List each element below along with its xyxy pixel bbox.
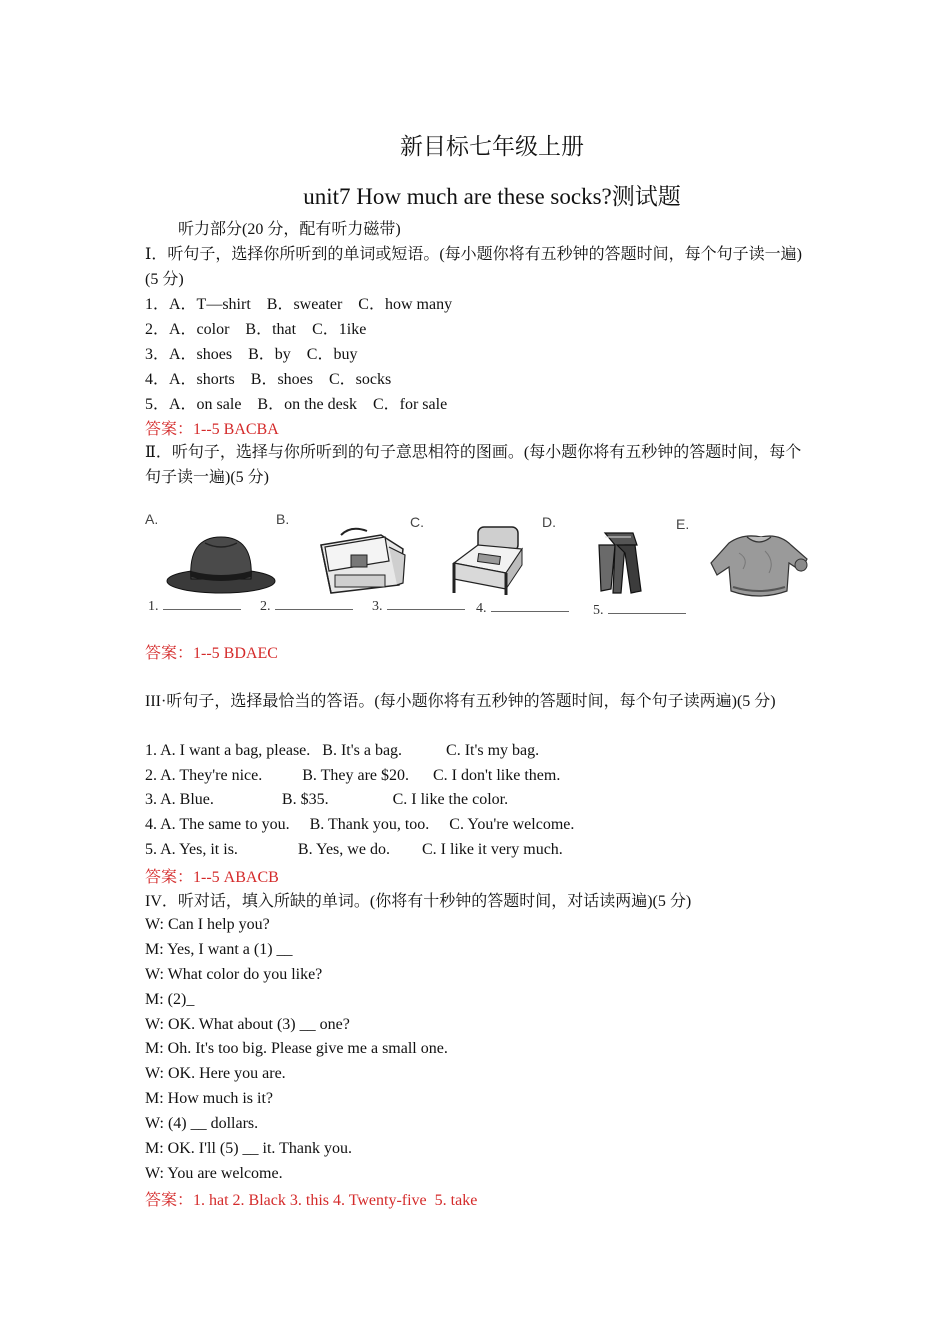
section1-item: 2．A．color B．that C．1ike bbox=[145, 321, 367, 338]
section4-answer: 答案：1. hat 2. Black 3. this 4. Twenty-five 5. take bbox=[145, 1192, 478, 1209]
picture-label: C. bbox=[410, 514, 424, 530]
dialogue-line: W: You are welcome. bbox=[145, 1165, 283, 1182]
section3-item: 5. A. Yes, it is. B. Yes, we do. C. I like it very much. bbox=[145, 841, 563, 858]
section4-instruction: IV．听对话，填入所缺的单词。(你将有十秒钟的答题时间，对话读两遍)(5 分) bbox=[145, 893, 692, 910]
dialogue-line: M: Yes, I want a (1) __ bbox=[145, 941, 293, 958]
section3-item: 4. A. The same to you. B. Thank you, too. C. You're welcome. bbox=[145, 816, 575, 833]
section1-instruction: Ⅰ．听句子，选择你所听到的单词或短语。(每小题你将有五秒钟的答题时间，每个句子读一遍)(5 分) bbox=[145, 246, 802, 288]
dialogue-line: M: (2)_ bbox=[145, 991, 195, 1008]
picture-label: E. bbox=[676, 516, 690, 532]
section1-item: 4．A．shorts B．shoes C．socks bbox=[145, 371, 392, 388]
answer-blank[interactable]: 5. bbox=[593, 603, 686, 619]
section1-item: 1．A．T—shirt B．sweater C．how many bbox=[145, 296, 453, 313]
section2-instruction: Ⅱ．听句子，选择与你所听到的句子意思相符的图画。(每小题你将有五秒钟的答题时间，每个句子读一遍)(5 分) bbox=[145, 444, 802, 486]
section2-answer: 答案：1--5 BDAEC bbox=[145, 645, 278, 662]
bag-icon bbox=[311, 527, 411, 597]
page-subtitle: unit7 How much are these socks?测试题 bbox=[303, 184, 681, 209]
picture-label: D. bbox=[542, 514, 556, 530]
hat-icon bbox=[165, 529, 277, 595]
section1-item: 5．A．on sale B．on the desk C．for sale bbox=[145, 396, 448, 413]
section3-instruction: III·听句子，选择最恰当的答语。(每小题你将有五秒钟的答题时间，每个句子读两遍)(5 分) bbox=[145, 693, 776, 710]
answer-blank[interactable]: 4. bbox=[476, 601, 569, 617]
dialogue-line: W: (4) __ dollars. bbox=[145, 1115, 259, 1132]
dialogue-line: M: How much is it? bbox=[145, 1090, 273, 1107]
bed-icon bbox=[448, 523, 528, 597]
picture-label: A. bbox=[145, 511, 159, 527]
answer-blank[interactable]: 1. bbox=[148, 599, 241, 615]
section3-answer: 答案：1--5 ABACB bbox=[145, 869, 279, 886]
dialogue-line: M: Oh. It's too big. Please give me a small one. bbox=[145, 1040, 448, 1057]
dialogue-line: W: OK. Here you are. bbox=[145, 1065, 286, 1082]
listening-header: 听力部分(20 分，配有听力磁带) bbox=[178, 221, 401, 238]
dialogue-line: W: Can I help you? bbox=[145, 916, 270, 933]
sweater-icon bbox=[709, 529, 809, 601]
pants-icon bbox=[595, 531, 645, 597]
answer-blank[interactable]: 2. bbox=[260, 599, 353, 615]
answer-blank[interactable]: 3. bbox=[372, 599, 465, 615]
dialogue-line: W: What color do you like? bbox=[145, 966, 323, 983]
page-title: 新目标七年级上册 bbox=[400, 134, 584, 159]
picture-label: B. bbox=[276, 511, 290, 527]
picture-row bbox=[143, 507, 811, 622]
dialogue-line: W: OK. What about (3) __ one? bbox=[145, 1016, 350, 1033]
section1-answer: 答案：1--5 BACBA bbox=[145, 421, 279, 438]
section3-item: 3. A. Blue. B. $35. C. I like the color. bbox=[145, 791, 509, 808]
section1-item: 3．A．shoes B．by C．buy bbox=[145, 346, 358, 363]
dialogue-line: M: OK. I'll (5) __ it. Thank you. bbox=[145, 1140, 353, 1157]
section3-item: 1. A. I want a bag, please. B. It's a bag. C. It's my bag. bbox=[145, 742, 540, 759]
section3-item: 2. A. They're nice. B. They are $20. C. I don't like them. bbox=[145, 767, 561, 784]
